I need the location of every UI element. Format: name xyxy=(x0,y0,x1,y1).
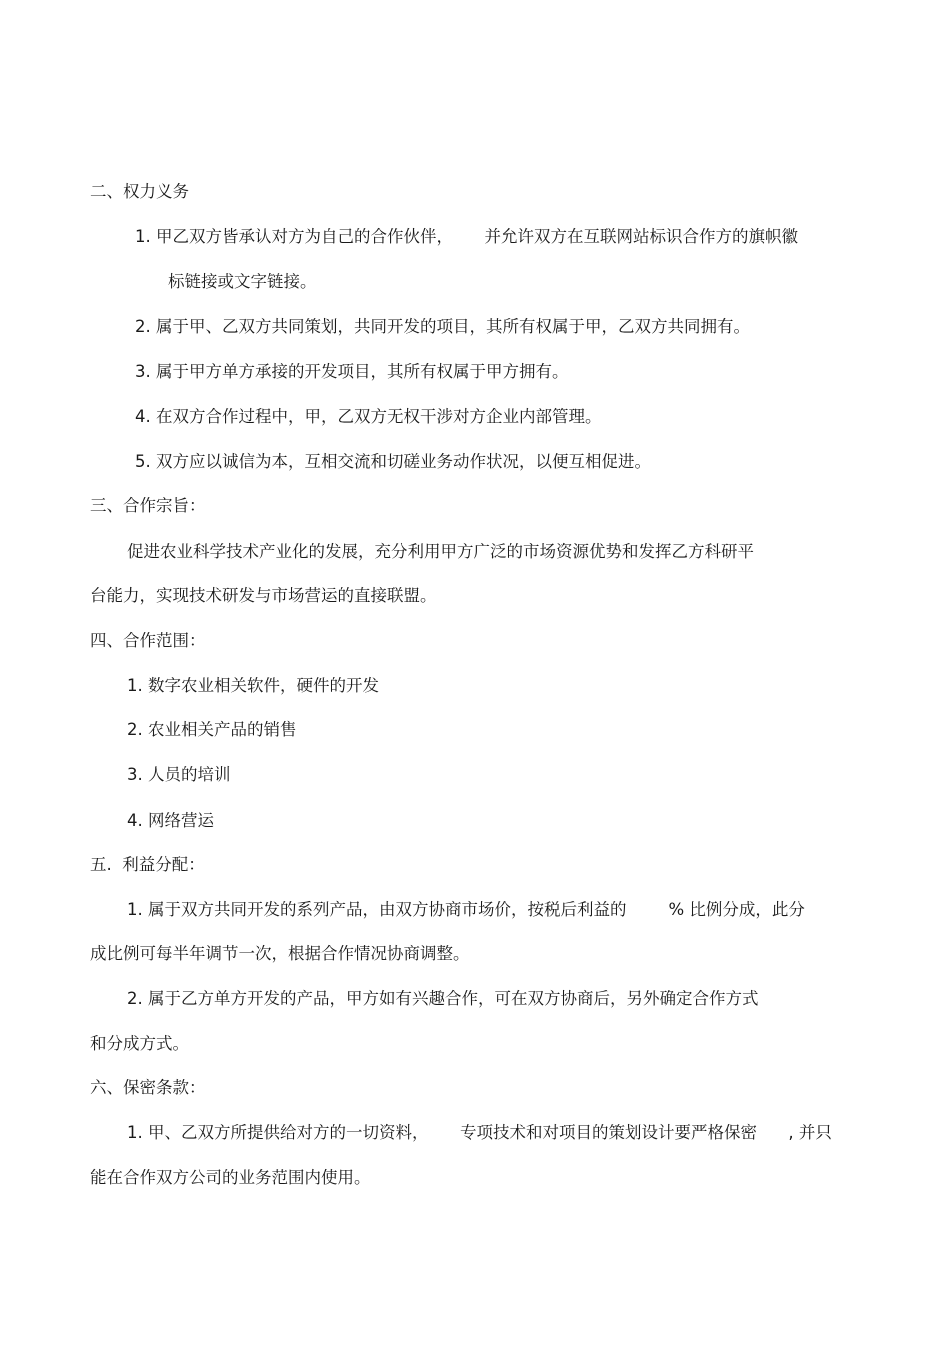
paragraph-line: 促进农业科学技术产业化的发展，充分利用甲方广泛的市场资源优势和发挥乙方科研平 xyxy=(127,542,754,561)
paragraph-line: 2. 属于乙方单方开发的产品，甲方如有兴趣合作，可在双方协商后，另外确定合作方式 xyxy=(127,989,759,1008)
paragraph-line: 能在合作双方公司的业务范围内使用。 xyxy=(90,1168,371,1187)
paragraph-line: 1. 甲、乙双方所提供给对方的一切资料， 专项技术和对项目的策划设计要严格保密 , 并只 xyxy=(127,1123,832,1142)
list-item: 2. 农业相关产品的销售 xyxy=(127,720,297,739)
section-heading-cooperation-purpose: 三、合作宗旨： xyxy=(90,496,206,515)
paragraph-line: 成比例可每半年调节一次，根据合作情况协商调整。 xyxy=(90,944,470,963)
paragraph-line: 标链接或文字链接。 xyxy=(168,272,317,291)
paragraph-line: 5. 双方应以诚信为本，互相交流和切磋业务动作状况，以便互相促进。 xyxy=(135,452,651,471)
paragraph-line: 1. 甲乙双方皆承认对方为自己的合作伙伴， 并允许双方在互联网站标识合作方的旗帜徽 xyxy=(135,227,798,246)
section-heading-profit-distribution: 五. 利益分配： xyxy=(90,855,205,874)
section-heading-rights-obligations: 二、权力义务 xyxy=(90,182,189,201)
paragraph-line: 1. 属于双方共同开发的系列产品，由双方协商市场价，按税后利益的 % 比例分成，此分 xyxy=(127,900,805,919)
paragraph-line: 2. 属于甲、乙双方共同策划，共同开发的项目，其所有权属于甲，乙双方共同拥有。 xyxy=(135,317,750,336)
section-heading-confidentiality: 六、保密条款： xyxy=(90,1078,206,1097)
paragraph-line: 台能力，实现技术研发与市场营运的直接联盟。 xyxy=(90,586,437,605)
list-item: 1. 数字农业相关软件，硬件的开发 xyxy=(127,676,379,695)
list-item: 3. 人员的培训 xyxy=(127,765,231,784)
section-heading-cooperation-scope: 四、合作范围： xyxy=(90,631,206,650)
list-item: 4. 网络营运 xyxy=(127,811,214,830)
paragraph-line: 和分成方式。 xyxy=(90,1034,189,1053)
paragraph-line: 3. 属于甲方单方承接的开发项目，其所有权属于甲方拥有。 xyxy=(135,362,569,381)
paragraph-line: 4. 在双方合作过程中，甲，乙双方无权干涉对方企业内部管理。 xyxy=(135,407,602,426)
